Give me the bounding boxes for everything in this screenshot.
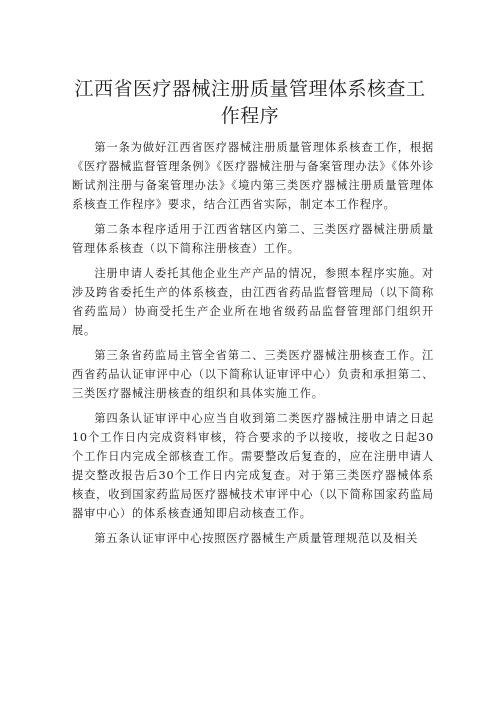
paragraph-article-4: 第四条认证审评中心应当自收到第二类医疗器械注册申请之日起10个工作日内完成资料审核，符合要求的予以接收，接收之日起30个工作日内完成全部核查工作。需要整改后复查的，应在注册申请人提交整改报告后30个工作日内完成复查。对于第三类医疗器械体系核查，收到国家药监局医疗器械技术审评中心（以下简称国家药监局器审中心）的体系核查通知即启动核查工作。 <box>72 412 434 520</box>
title-line-2: 作程序 <box>220 105 280 127</box>
paragraph-article-3: 第三条省药监局主管全省第二、三类医疗器械注册核查工作。江西省药品认证审评中心（以下简称认证审评中心）负责和承担第二、三类医疗器械注册核查的组织和具体实施工作。 <box>72 349 434 400</box>
paragraph-article-5: 第五条认证审评中心按照医疗器械生产质量管理规范以及相关 <box>94 532 419 545</box>
paragraph-article-2: 第二条本程序适用于江西省辖区内第二、三类医疗器械注册质量管理体系核查（以下简称注册核查）工作。 <box>72 223 434 255</box>
paragraph-article-1: 第一条为做好江西省医疗器械注册质量管理体系核查工作，根据《医疗器械监督管理条例》《医疗器械注册与备案管理办法》《体外诊断试剂注册与备案管理办法》《境内第三类医疗器械注册质量管理体系核查工作程序》要求，结合江西省实际，制定本工作程序。 <box>72 141 434 211</box>
title-line-1: 江西省医疗器械注册质量管理体系核查工 <box>74 78 426 100</box>
paragraph-entrusted-production: 注册申请人委托其他企业生产产品的情况，参照本程序实施。对涉及跨省委托生产的体系核查，由江西省药品监督管理局（以下简称省药监局）协商受托生产企业所在地省级药品监督管理部门组织开展。 <box>72 267 434 337</box>
document-body <box>72 138 434 554</box>
document-title <box>70 76 430 130</box>
